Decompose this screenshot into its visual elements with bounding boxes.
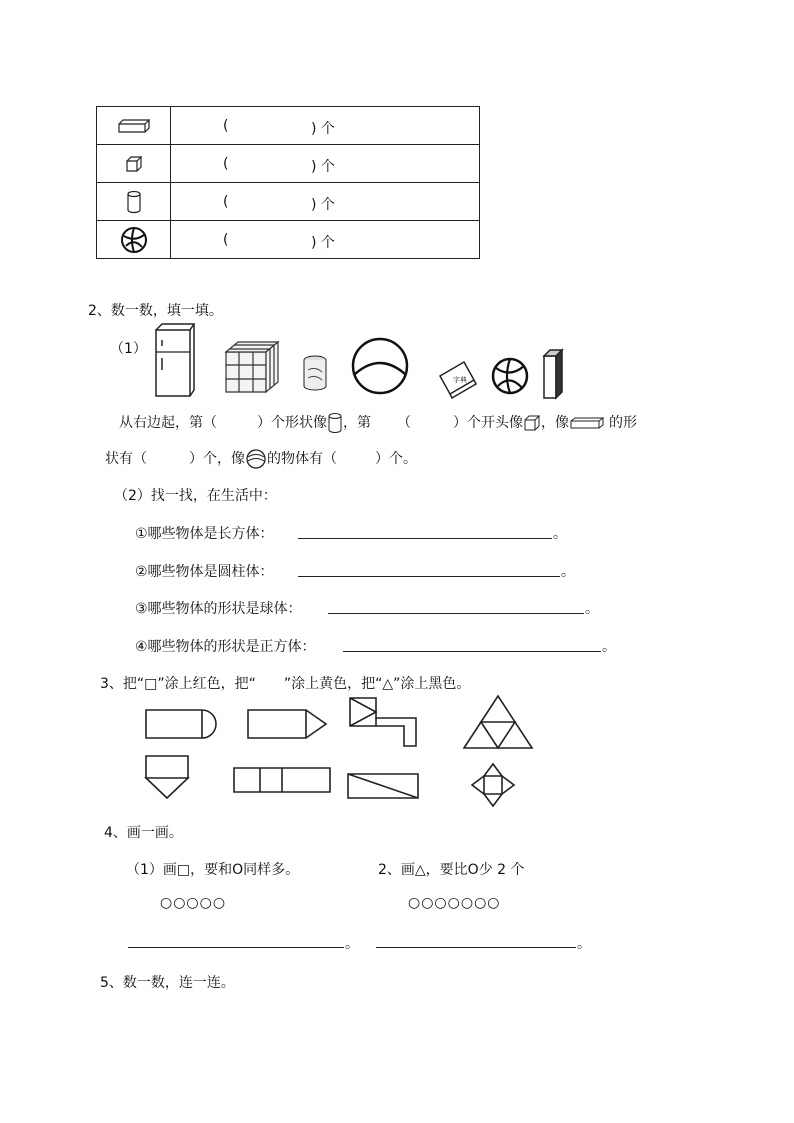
svg-text:字典: 字典 <box>453 376 467 384</box>
ball-icon <box>97 221 171 259</box>
q2-item-2: ②哪些物体是圆柱体： <box>135 564 274 580</box>
table-row <box>97 183 480 221</box>
drawing-line-1[interactable] <box>128 947 344 948</box>
q4-title: 4、画一画。 <box>104 825 183 841</box>
count-cell[interactable]: ( ) 个 <box>171 107 480 145</box>
shape-pencil <box>248 710 326 738</box>
cylinder-icon <box>97 183 171 221</box>
tall-box-icon <box>544 350 562 398</box>
table-row <box>97 107 480 145</box>
q2-line2: 状有（ ）个，像 的物体有（ ）个。 <box>105 448 417 470</box>
rubik-cube-icon <box>226 342 278 392</box>
circles-row-1: ○○○○○ <box>160 895 227 911</box>
table-row <box>97 221 480 259</box>
shape-triangle-split <box>464 696 532 748</box>
table-row <box>97 145 480 183</box>
cube-icon <box>97 145 171 183</box>
refrigerator-icon <box>156 324 194 396</box>
q2-item-3: ③哪些物体的形状是球体： <box>135 601 302 617</box>
answer-line[interactable] <box>328 613 584 614</box>
cube-icon <box>523 414 541 432</box>
drawing-line-2[interactable] <box>376 947 576 948</box>
shape-count-table <box>96 106 480 259</box>
q4-part1: （1）画□，要和O同样多。 <box>126 862 300 878</box>
shape-three-rects <box>234 768 330 792</box>
q5-title: 5、数一数，连一连。 <box>100 975 235 991</box>
volleyball-icon <box>493 359 527 393</box>
shape-pentagon <box>146 756 188 798</box>
shape-rect-diagonal <box>348 774 418 798</box>
circles-row-2: ○○○○○○○ <box>408 895 501 911</box>
count-cell[interactable]: ( ) 个 <box>171 183 480 221</box>
cuboid-icon <box>569 416 605 430</box>
q2-item-1: ①哪些物体是长方体： <box>135 526 274 542</box>
shape-flag-composite <box>350 698 416 746</box>
cylinder-icon <box>327 412 343 434</box>
count-cell[interactable]: ( ) 个 <box>171 145 480 183</box>
book-box-icon <box>440 362 476 398</box>
count-cell[interactable]: ( ) 个 <box>171 221 480 259</box>
q2-sub2-title: （2）找一找，在生活中： <box>114 488 277 504</box>
q2-sub1-label: （1） <box>110 341 147 357</box>
coloring-shapes[interactable] <box>140 694 540 816</box>
q3-instruction: 3、把“□”涂上红色，把“ ”涂上黄色，把“△”涂上黑色。 <box>100 676 471 692</box>
globe-ball-icon <box>353 339 407 393</box>
shape-square-star <box>472 764 514 806</box>
can-icon <box>304 356 326 390</box>
q4-part2: 2、画△，要比O少 2 个 <box>378 862 525 878</box>
cuboid-icon <box>97 107 171 145</box>
shape-rect-semicircle <box>146 710 216 738</box>
ball-icon <box>245 448 267 470</box>
answer-line[interactable] <box>298 538 552 539</box>
object-pictures <box>150 322 600 402</box>
q2-line1: 从右边起，第（ ）个形状像 ，第 （ ）个开头像 ，像 的形 <box>119 412 637 434</box>
q2-item-4: ④哪些物体的形状是正方体： <box>135 639 316 655</box>
answer-line[interactable] <box>298 576 560 577</box>
q2-title: 2、数一数，填一填。 <box>88 303 223 319</box>
answer-line[interactable] <box>343 651 601 652</box>
